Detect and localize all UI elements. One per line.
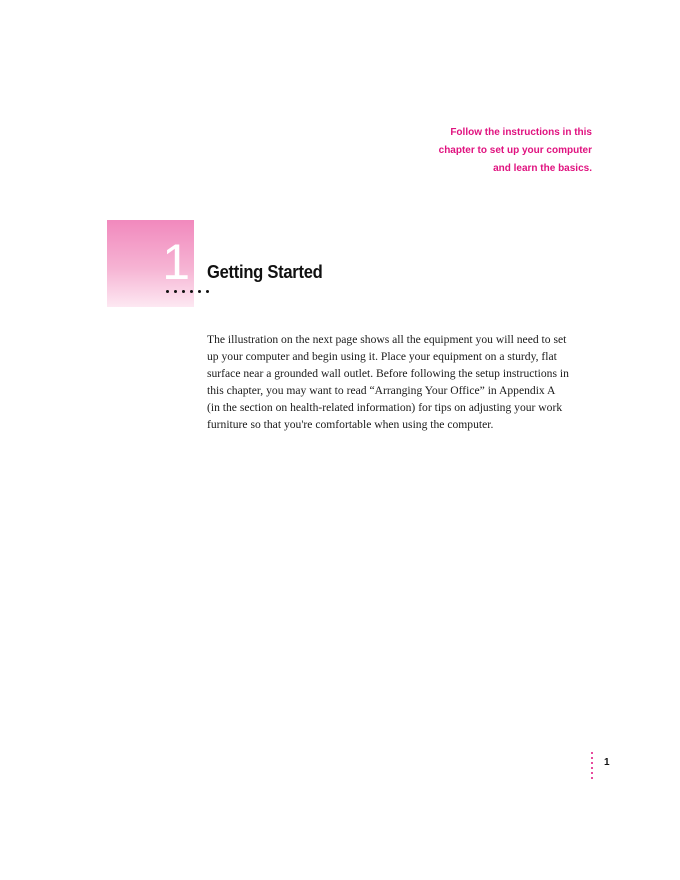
chapter-dot-rule [166,290,209,296]
body-line: up your computer and begin using it. Place your equipment on a sturdy, flat [207,350,557,363]
chapter-intro-line: and learn the basics. [493,163,592,174]
body-line: this chapter, you may want to read “Arranging Your Office” in Appendix A [207,384,556,397]
body-line: The illustration on the next page shows all the equipment you will need to set [207,333,567,346]
body-line: furniture so that you're comfortable when using the computer. [207,418,494,431]
body-paragraph [207,331,597,433]
chapter-intro-line: Follow the instructions in this [450,127,592,138]
chapter-title: Getting Started [207,262,323,282]
page-number: 1 [604,757,610,768]
chapter-number: 1 [162,234,190,290]
body-line: surface near a grounded wall outlet. Before following the setup instructions in [207,367,569,380]
chapter-intro [352,124,592,178]
chapter-intro-line: chapter to set up your computer [438,145,592,156]
page-number-dot-rule [591,752,594,779]
body-line: (in the section on health-related information) for tips on adjusting your work [207,401,563,414]
